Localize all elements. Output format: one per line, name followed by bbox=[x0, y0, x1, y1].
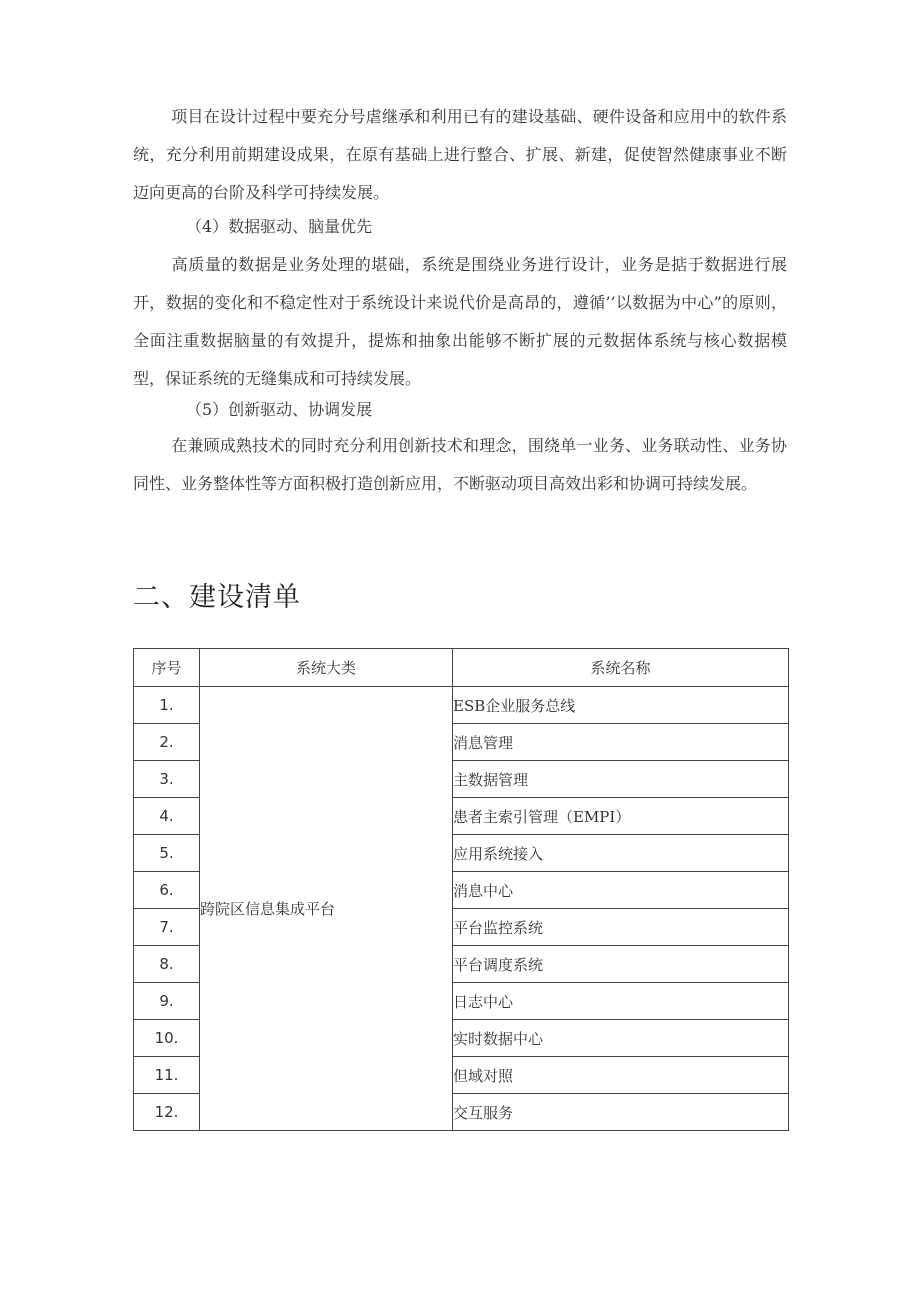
row-system-name: 主数据管理 bbox=[453, 761, 789, 798]
row-index: 6. bbox=[134, 872, 200, 909]
row-index: 12. bbox=[134, 1094, 200, 1131]
header-index: 序号 bbox=[134, 649, 200, 687]
row-index: 11. bbox=[134, 1057, 200, 1094]
row-system-name: 但域对照 bbox=[453, 1057, 789, 1094]
subheading-innovation-driven: （5）创新驱动、协调发展 bbox=[186, 400, 373, 419]
paragraph-text: 项目在设计过程中要充分号虐继承和利用已有的建设基础、硬件设备和应用中的软件系统，充分利用前期建设成果，在原有基础上进行整合、扩展、新建，促使智然健康事业不断迈向更高的台阶及科学可持续发展。 bbox=[133, 107, 787, 202]
subheading-data-driven: （4）数据驱动、脑量优先 bbox=[186, 217, 373, 236]
row-index: 9. bbox=[134, 983, 200, 1020]
row-system-name: 消息中心 bbox=[453, 872, 789, 909]
row-index: 3. bbox=[134, 761, 200, 798]
row-index: 5. bbox=[134, 835, 200, 872]
row-index: 2. bbox=[134, 724, 200, 761]
row-system-name: 平台监控系统 bbox=[453, 909, 789, 946]
row-system-name: 实时数据中心 bbox=[453, 1020, 789, 1057]
paragraph-innovation bbox=[133, 427, 787, 503]
row-index: 4. bbox=[134, 798, 200, 835]
table-row bbox=[134, 687, 789, 724]
row-system-name: 消息管理 bbox=[453, 724, 789, 761]
row-system-name: 日志中心 bbox=[453, 983, 789, 1020]
paragraph-data-quality bbox=[133, 246, 787, 398]
category-cell: 跨院区信息集成平台 bbox=[200, 687, 453, 1131]
row-index: 8. bbox=[134, 946, 200, 983]
row-system-name: 交互服务 bbox=[453, 1094, 789, 1131]
table-header-row bbox=[134, 649, 789, 687]
row-system-name: 平台调度系统 bbox=[453, 946, 789, 983]
paragraph-reuse-infrastructure bbox=[133, 98, 787, 212]
header-category: 系统大类 bbox=[200, 649, 453, 687]
row-index: 1. bbox=[134, 687, 200, 724]
construction-list-table bbox=[133, 648, 789, 1131]
row-system-name: 患者主索引管理（EMPI） bbox=[453, 798, 789, 835]
row-system-name: ESB企业服务总线 bbox=[453, 687, 789, 724]
header-system-name: 系统名称 bbox=[453, 649, 789, 687]
paragraph-text: 高质量的数据是业务处理的堪础，系统是围绕业务进行设计，业务是掂于数据进行展开，数据的变化和不稳定性对于系统设计来说代价是高昂的，遵循’’以数据为中心”的原则，全面注重数据脑量的有效提升，提炼和抽象出能够不断扩展的元数据体系统与核心数据模型，保证系统的无缝集成和可持续发展。 bbox=[133, 255, 787, 388]
section-title: 二、建设清单 bbox=[133, 582, 301, 613]
row-system-name: 应用系统接入 bbox=[453, 835, 789, 872]
row-index: 10. bbox=[134, 1020, 200, 1057]
row-index: 7. bbox=[134, 909, 200, 946]
paragraph-text: 在兼顾成熟技术的同时充分利用创新技术和理念，围绕单一业务、业务联动性、业务协同性、业务整体性等方面积极打造创新应用，不断驱动项目高效出彩和协调可持续发展。 bbox=[133, 436, 787, 493]
